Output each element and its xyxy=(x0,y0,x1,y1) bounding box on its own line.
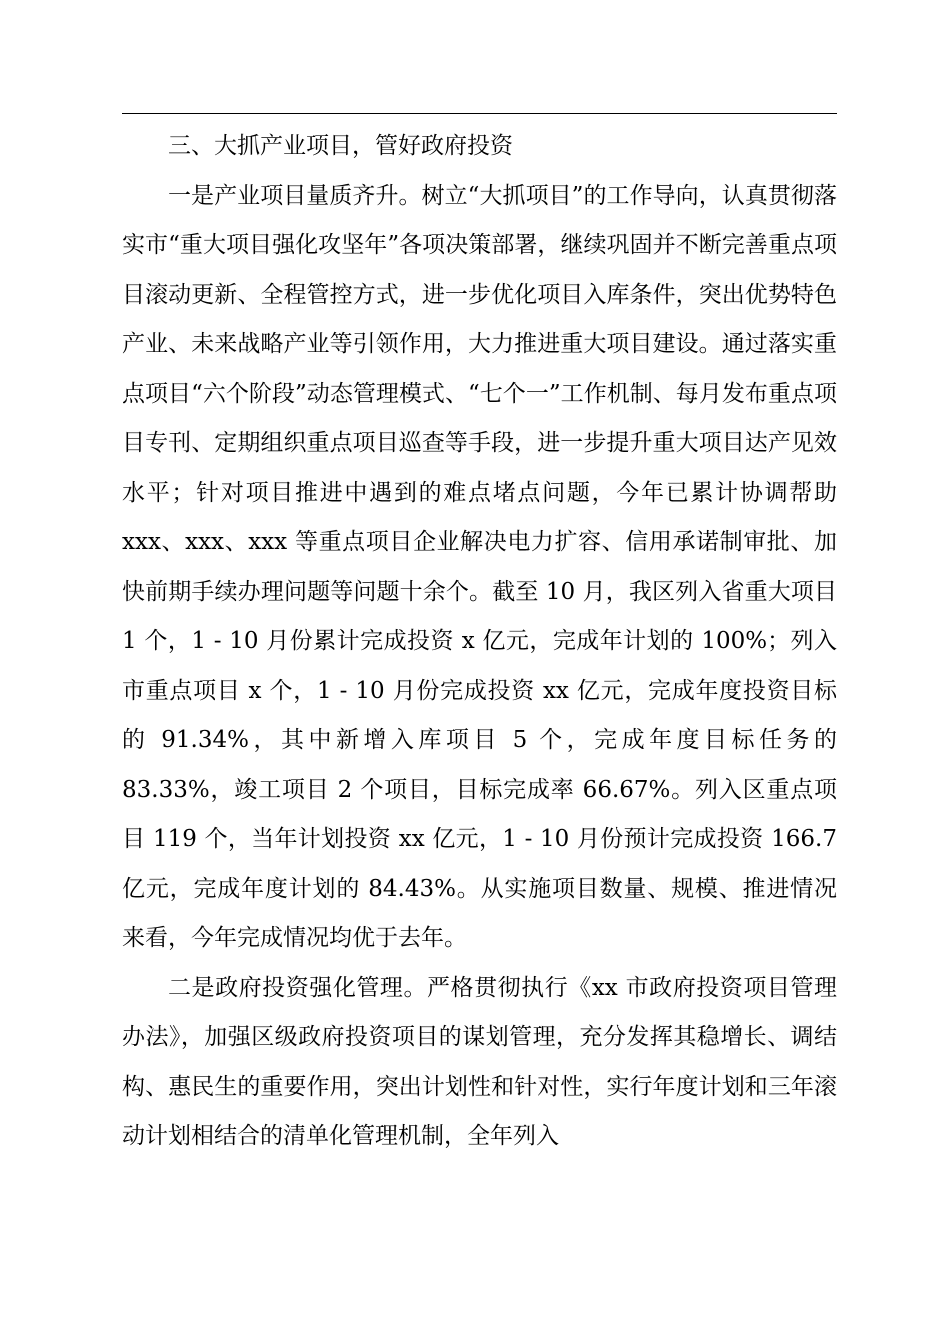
section-heading: 三、大抓产业项目，管好政府投资 xyxy=(168,133,513,159)
document-body xyxy=(122,122,837,1162)
header-rule xyxy=(122,113,837,114)
paragraph-government-investment: 二是政府投资强化管理。严格贯彻执行《xx 市政府投资项目管理办法》，加强区级政府投资项目的谋划管理，充分发挥其稳增长、调结构、惠民生的重要作用，突出计划性和针对性，实行年度计划和三年滚动计划相结合的清单化管理机制，全年列入 xyxy=(122,974,837,1149)
paragraph-industry-projects: 一是产业项目量质齐升。树立“大抓项目”的工作导向，认真贯彻落实市“重大项目强化攻坚年”各项决策部署，继续巩固并不断完善重点项目滚动更新、全程管控方式，进一步优化项目入库条件，突出优势特色产业、未来战略产业等引领作用，大力推进重大项目建设。通过落实重点项目“六个阶段”动态管理模式、“七个一”工作机制、每月发布重点项目专刊、定期组织重点项目巡查等手段，进一步提升重大项目达产见效水平；针对项目推进中遇到的难点堵点问题，今年已累计协调帮助 xxx、xxx、xxx 等重点项目企业解决电力扩容、信用承诺制审批、加快前期手续办理问题等问题十余个。截至 10 月，我区列入省重大项目 1 个，1 - 10 月份累计完成投资 x 亿元，完成年计划的 100%；列入市重点项目 x 个，1 - 10 月份完成投资 xx 亿元，完成年度投资目标的 91.34%，其中新增入库项目 5 个，完成年度目标任务的 83.33%，竣工项目 2 个项目，目标完成率 66.67%。列入区重点项目 119 个，当年计划投资 xx 亿元，1 - 10 月份预计完成投资 166.7 亿元，完成年度计划的 84.43%。从实施项目数量、规模、推进情况来看，今年完成情况均优于去年。 xyxy=(122,182,837,951)
